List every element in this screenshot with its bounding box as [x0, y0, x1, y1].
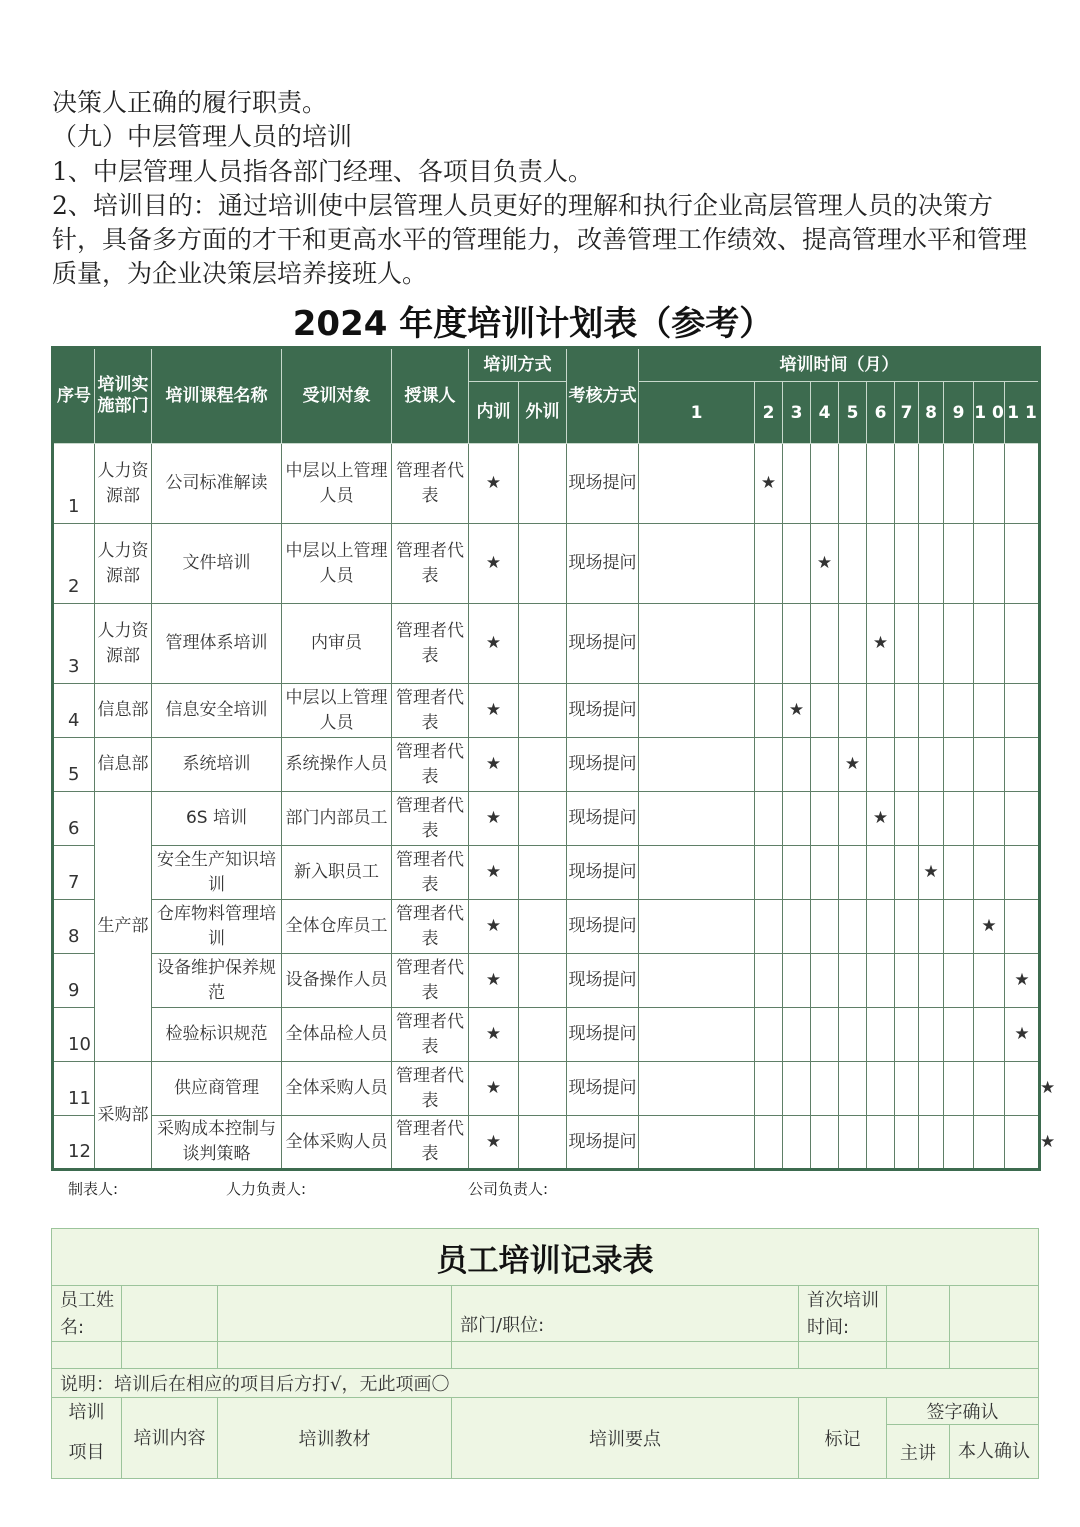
month-cell: [639, 792, 755, 846]
row-teacher: 管理者代表: [392, 900, 469, 954]
row-course: 检验标识规范: [152, 1008, 282, 1062]
month-cell: [755, 604, 783, 684]
month-cell: [639, 900, 755, 954]
month-cell: [783, 738, 811, 792]
month-cell: [944, 900, 974, 954]
month-cell: [919, 524, 944, 604]
table-row: [53, 900, 1040, 954]
row-teacher: 管理者代表: [392, 954, 469, 1008]
month-cell: [783, 444, 811, 524]
row-number: 7: [53, 846, 95, 900]
month-cell: [867, 684, 895, 738]
row-course: 管理体系培训: [152, 604, 282, 684]
month-cell: [919, 900, 944, 954]
name-label: 员工姓名:: [52, 1286, 122, 1342]
month-cell: [783, 954, 811, 1008]
row-course: 公司标准解读: [152, 444, 282, 524]
row-target: 中层以上管理人员: [282, 444, 392, 524]
header-mode-in: 内训: [469, 382, 519, 444]
row-number: 2: [53, 524, 95, 604]
month-cell: [974, 738, 1005, 792]
row-teacher: 管理者代表: [392, 1116, 469, 1170]
month-cell: [755, 792, 783, 846]
row-mode-inner: ★: [469, 444, 519, 524]
row-mode-outer: [519, 604, 567, 684]
intro-item-1: 1、中层管理人员指各部门经理、各项目负责人。: [52, 157, 593, 186]
header-time: 培训时间（月）: [639, 348, 1040, 382]
month-cell: [1005, 444, 1040, 524]
month-cell: ★: [755, 444, 783, 524]
month-cell: [895, 1116, 919, 1170]
month-cell: [944, 1062, 974, 1116]
month-cell: [974, 846, 1005, 900]
row-number: 5: [53, 738, 95, 792]
month-header: 1: [639, 382, 755, 444]
row-course: 6S 培训: [152, 792, 282, 846]
row-teacher: 管理者代表: [392, 524, 469, 604]
month-cell: [811, 1116, 839, 1170]
month-cell: [974, 444, 1005, 524]
row-target: 全体采购人员: [282, 1062, 392, 1116]
header-sign: 签字确认: [887, 1398, 1039, 1425]
first-time-label: 首次培训时间:: [799, 1286, 887, 1342]
month-cell: [811, 684, 839, 738]
record-note: 说明：培训后在相应的项目后方打√，无此项画〇: [52, 1369, 1039, 1398]
row-mode-inner: ★: [469, 604, 519, 684]
header-dept: 培训实施部门: [95, 348, 152, 444]
month-cell: [944, 1008, 974, 1062]
month-cell: [1005, 1116, 1040, 1170]
month-cell: [974, 1008, 1005, 1062]
row-assess: 现场提问: [567, 524, 639, 604]
row-assess: 现场提问: [567, 900, 639, 954]
month-cell: [974, 1116, 1005, 1170]
month-cell: [895, 444, 919, 524]
month-cell: [639, 1008, 755, 1062]
month-cell: [1005, 604, 1040, 684]
header-mark: 标记: [799, 1398, 887, 1479]
month-cell: [839, 684, 867, 738]
month-cell: [895, 954, 919, 1008]
month-cell: [974, 524, 1005, 604]
row-mode-inner: ★: [469, 1116, 519, 1170]
month-cell: [944, 792, 974, 846]
month-cell: [783, 1008, 811, 1062]
row-assess: 现场提问: [567, 1062, 639, 1116]
header-seq: 序号: [53, 348, 95, 444]
month-cell: [811, 792, 839, 846]
month-cell: [919, 444, 944, 524]
row-teacher: 管理者代表: [392, 846, 469, 900]
header-teacher: 授课人: [392, 348, 469, 444]
month-cell: [639, 524, 755, 604]
row-course: 信息安全培训: [152, 684, 282, 738]
month-header: 4: [811, 382, 839, 444]
month-cell: [895, 524, 919, 604]
month-cell: [755, 524, 783, 604]
month-cell: [839, 954, 867, 1008]
header-assess: 考核方式: [567, 348, 639, 444]
row-mode-inner: ★: [469, 684, 519, 738]
month-cell: [811, 846, 839, 900]
row-number: 8: [53, 900, 95, 954]
month-cell: [639, 1062, 755, 1116]
month-cell: [895, 1008, 919, 1062]
header-points: 培训要点: [452, 1398, 799, 1479]
month-cell: [783, 846, 811, 900]
month-cell: [755, 900, 783, 954]
month-cell: [919, 1062, 944, 1116]
month-header: 3: [783, 382, 811, 444]
month-cell: [944, 738, 974, 792]
month-cell: [755, 1062, 783, 1116]
row-mode-inner: ★: [469, 738, 519, 792]
training-record-table: [51, 1228, 1039, 1479]
row-teacher: 管理者代表: [392, 1008, 469, 1062]
month-cell: [755, 738, 783, 792]
month-cell: [839, 444, 867, 524]
row-course: 安全生产知识培训: [152, 846, 282, 900]
month-header: 8: [919, 382, 944, 444]
row-assess: 现场提问: [567, 846, 639, 900]
row-course: 设备维护保养规范: [152, 954, 282, 1008]
month-cell: [639, 684, 755, 738]
month-cell: [811, 604, 839, 684]
month-cell: ★: [1005, 1008, 1040, 1062]
training-plan-table: 序号 培训实施部门 培训课程名称 受训对象 授课人 培训方式 考核方式 培训时间（月） 内训 外训 1 2 3 4 5 6 7 8 9 1 0 1 1 1 2 1 人力资源部 公司标准解读 中层以上管理人员 管理者代表 ★ 现场提问 ★ 2 人力资源部 文件培训 中层以上管理人员 管理者代表 ★ 现场提问 ★ 3 人力资源部 管理体系培训 内审员 管理者代表 ★ 现场提问 ★ 4 信息部 信息安全培训 中层以上管理人员 管理者代表 ★ 现场提问 ★ 5 信息部 系统培训 系统操作人员 管理者代表 ★ 现场提问 ★ 6 生产部 6S 培训 部门内部员工 管理者代表 ★ 现场提问 ★ 7 安全生产知识培训 新入职员工 管理者代表 ★ 现场提问 ★ 8 仓库物料管理培训 全体仓库员工 管理者代表 ★ 现场提问 ★ 9 设备维护保养规范 设备操作人员 管理者代表 ★ 现场提问 ★ 10 检验标识规范 全体品检人员 管理者代表 ★ 现场提问 ★ 11 采购部 供应商管理 全体采购人员 管理者代表 ★ 现场提问 ★ 12 采购成本控制与谈判策略 全体采购人员 管理者代表 ★ 现场提问 ★: [51, 346, 1041, 1171]
month-cell: [639, 444, 755, 524]
month-cell: ★: [811, 524, 839, 604]
month-cell: [839, 1008, 867, 1062]
table-row: [53, 954, 1040, 1008]
row-assess: 现场提问: [567, 604, 639, 684]
row-mode-outer: [519, 1116, 567, 1170]
row-number: 6: [53, 792, 95, 846]
month-cell: [974, 684, 1005, 738]
row-number: 11: [53, 1062, 95, 1116]
month-cell: [895, 684, 919, 738]
month-cell: [839, 1062, 867, 1116]
month-cell: [919, 954, 944, 1008]
row-dept: 生产部: [95, 792, 152, 1062]
month-header: 7: [895, 382, 919, 444]
month-cell: [867, 738, 895, 792]
row-target: 内审员: [282, 604, 392, 684]
table-row: [53, 792, 1040, 846]
month-cell: [811, 444, 839, 524]
month-cell: [839, 900, 867, 954]
row-dept: 信息部: [95, 684, 152, 738]
header-course: 培训课程名称: [152, 348, 282, 444]
month-header: 5: [839, 382, 867, 444]
row-number: 4: [53, 684, 95, 738]
month-cell: [755, 1008, 783, 1062]
row-mode-outer: [519, 524, 567, 604]
month-cell: [783, 792, 811, 846]
name-value[interactable]: [122, 1286, 218, 1342]
month-header: 1 0: [974, 382, 1005, 444]
row-mode-outer: [519, 684, 567, 738]
row-mode-outer: [519, 738, 567, 792]
plan-title: 2024 年度培训计划表（参考）: [0, 296, 1080, 345]
row-course: 文件培训: [152, 524, 282, 604]
dept-label: 部门/职位:: [452, 1286, 799, 1342]
month-cell: ★: [867, 792, 895, 846]
month-cell: [974, 604, 1005, 684]
footer-maker: 制表人:: [68, 1180, 119, 1198]
row-target: 中层以上管理人员: [282, 684, 392, 738]
row-assess: 现场提问: [567, 684, 639, 738]
header-target: 受训对象: [282, 348, 392, 444]
month-cell: [895, 846, 919, 900]
month-cell: [867, 444, 895, 524]
month-cell: [1005, 1062, 1040, 1116]
row-assess: 现场提问: [567, 792, 639, 846]
row-teacher: 管理者代表: [392, 604, 469, 684]
month-cell: [639, 738, 755, 792]
table-row: 11 采购部 供应商管理 全体采购人员 管理者代表 ★ 现场提问 ★: [53, 1062, 1040, 1116]
row-mode-outer: [519, 846, 567, 900]
month-cell: [1005, 738, 1040, 792]
month-cell: [895, 792, 919, 846]
header-lecturer: 主讲: [887, 1425, 950, 1479]
footer-hr: 人力负责人:: [226, 1180, 307, 1198]
row-assess: 现场提问: [567, 954, 639, 1008]
intro-line: 决策人正确的履行职责。: [52, 88, 328, 117]
name-extra[interactable]: [218, 1286, 452, 1342]
row-mode-inner: ★: [469, 900, 519, 954]
row-target: 设备操作人员: [282, 954, 392, 1008]
row-dept: 人力资源部: [95, 604, 152, 684]
month-cell: [839, 846, 867, 900]
table-row: [53, 604, 1040, 684]
month-header: 2: [755, 382, 783, 444]
row-target: 全体采购人员: [282, 1116, 392, 1170]
row-assess: 现场提问: [567, 1008, 639, 1062]
footer-company: 公司负责人:: [468, 1180, 549, 1198]
row-mode-outer: [519, 1008, 567, 1062]
month-cell: ★: [867, 604, 895, 684]
month-cell: [1005, 900, 1040, 954]
month-cell: ★: [783, 684, 811, 738]
month-cell: [811, 954, 839, 1008]
month-cell: [974, 792, 1005, 846]
month-cell: [867, 900, 895, 954]
month-header: 6: [867, 382, 895, 444]
header-project-bottom: 项目: [52, 1425, 122, 1479]
row-target: 全体仓库员工: [282, 900, 392, 954]
month-cell: [1005, 792, 1040, 846]
month-header: 1 1: [1005, 382, 1040, 444]
month-cell: [944, 604, 974, 684]
table-row: [53, 524, 1040, 604]
month-cell: [1005, 846, 1040, 900]
row-number: 9: [53, 954, 95, 1008]
month-cell: ★: [919, 846, 944, 900]
row-teacher: 管理者代表: [392, 738, 469, 792]
first-time-value[interactable]: [887, 1286, 950, 1342]
month-cell: [839, 524, 867, 604]
month-cell: [919, 738, 944, 792]
row-dept: 人力资源部: [95, 524, 152, 604]
row-mode-inner: ★: [469, 1062, 519, 1116]
header-mode: 培训方式: [469, 348, 567, 382]
table-row: [53, 846, 1040, 900]
month-cell: [895, 738, 919, 792]
row-teacher: 管理者代表: [392, 444, 469, 524]
row-teacher: 管理者代表: [392, 1062, 469, 1116]
row-target: 新入职员工: [282, 846, 392, 900]
row-teacher: 管理者代表: [392, 792, 469, 846]
row-mode-inner: ★: [469, 1008, 519, 1062]
row-teacher: 管理者代表: [392, 684, 469, 738]
section-heading: （九）中层管理人员的培训: [52, 122, 353, 151]
month-cell: [755, 684, 783, 738]
month-cell: [919, 604, 944, 684]
month-cell: [811, 1062, 839, 1116]
month-cell: [974, 1062, 1005, 1116]
month-cell: [755, 954, 783, 1008]
month-cell: [811, 900, 839, 954]
row-mode-inner: ★: [469, 524, 519, 604]
record-title: 员工培训记录表: [52, 1229, 1039, 1286]
month-cell: [867, 1008, 895, 1062]
month-cell: [639, 604, 755, 684]
month-cell: [811, 738, 839, 792]
month-cell: [783, 900, 811, 954]
month-cell: [639, 846, 755, 900]
month-cell: [944, 846, 974, 900]
row-assess: 现场提问: [567, 738, 639, 792]
row-number: 12: [53, 1116, 95, 1170]
month-cell: [919, 1008, 944, 1062]
table-row: [53, 444, 1040, 524]
month-cell: [867, 846, 895, 900]
month-cell: [895, 1062, 919, 1116]
table-row: [53, 738, 1040, 792]
row-course: 系统培训: [152, 738, 282, 792]
table-row: [53, 1008, 1040, 1062]
month-cell: [944, 444, 974, 524]
month-cell: [919, 1116, 944, 1170]
month-cell: [639, 954, 755, 1008]
header-project-top: 培训: [52, 1398, 122, 1425]
month-cell: ★: [1005, 954, 1040, 1008]
month-cell: [944, 1116, 974, 1170]
row-dept: 信息部: [95, 738, 152, 792]
month-cell: [974, 954, 1005, 1008]
month-cell: [867, 1062, 895, 1116]
month-cell: [944, 954, 974, 1008]
month-cell: [783, 524, 811, 604]
row-mode-outer: [519, 954, 567, 1008]
row-target: 部门内部员工: [282, 792, 392, 846]
month-cell: [944, 684, 974, 738]
month-cell: [811, 1008, 839, 1062]
month-cell: [783, 604, 811, 684]
month-cell: [839, 1116, 867, 1170]
month-cell: [639, 1116, 755, 1170]
month-cell: [783, 1116, 811, 1170]
first-time-extra[interactable]: [950, 1286, 1039, 1342]
month-cell: [895, 604, 919, 684]
row-target: 系统操作人员: [282, 738, 392, 792]
month-cell: [867, 524, 895, 604]
month-cell: [919, 684, 944, 738]
table-row: 12 采购成本控制与谈判策略 全体采购人员 管理者代表 ★ 现场提问 ★: [53, 1116, 1040, 1170]
month-cell: [839, 792, 867, 846]
row-mode-outer: [519, 900, 567, 954]
row-number: 1: [53, 444, 95, 524]
row-assess: 现场提问: [567, 444, 639, 524]
row-mode-inner: ★: [469, 846, 519, 900]
row-mode-outer: [519, 792, 567, 846]
row-target: 全体品检人员: [282, 1008, 392, 1062]
row-mode-inner: ★: [469, 954, 519, 1008]
header-self: 本人确认: [950, 1425, 1039, 1479]
row-mode-outer: [519, 1062, 567, 1116]
month-header: 9: [944, 382, 974, 444]
month-cell: ★: [974, 900, 1005, 954]
row-course: 采购成本控制与谈判策略: [152, 1116, 282, 1170]
table-row: [53, 684, 1040, 738]
header-content: 培训内容: [122, 1398, 218, 1479]
month-cell: [1005, 684, 1040, 738]
row-mode-outer: [519, 444, 567, 524]
row-number: 3: [53, 604, 95, 684]
row-assess: 现场提问: [567, 1116, 639, 1170]
month-cell: [867, 954, 895, 1008]
month-cell: [1005, 524, 1040, 604]
month-cell: [867, 1116, 895, 1170]
month-cell: [755, 846, 783, 900]
row-dept: 采购部: [95, 1062, 152, 1170]
month-cell: [919, 792, 944, 846]
row-target: 中层以上管理人员: [282, 524, 392, 604]
header-mode-out: 外训: [519, 382, 567, 444]
month-cell: [755, 1116, 783, 1170]
intro-item-2: 2、培训目的：通过培训使中层管理人员更好的理解和执行企业高层管理人员的决策方针，具备多方面的才干和更高水平的管理能力，改善管理工作绩效、提高管理水平和管理质量，为企业决策层培养接班人。: [52, 191, 1028, 288]
row-number: 10: [53, 1008, 95, 1062]
month-cell: ★: [839, 738, 867, 792]
row-mode-inner: ★: [469, 792, 519, 846]
month-cell: [783, 1062, 811, 1116]
month-cell: [895, 900, 919, 954]
month-cell: [944, 524, 974, 604]
header-material: 培训教材: [218, 1398, 452, 1479]
row-course: 供应商管理: [152, 1062, 282, 1116]
row-dept: 人力资源部: [95, 444, 152, 524]
row-course: 仓库物料管理培训: [152, 900, 282, 954]
month-cell: [839, 604, 867, 684]
